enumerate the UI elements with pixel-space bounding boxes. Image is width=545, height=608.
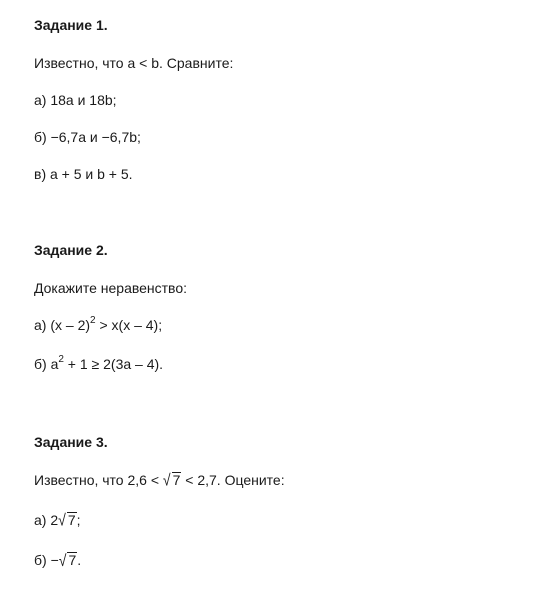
task3-item-b bbox=[34, 551, 81, 569]
task2-item-a-base: а) (x – 2) bbox=[34, 317, 91, 333]
task3-title: Задание 3. bbox=[34, 434, 108, 450]
task3-intro-start: Известно, что 2,6 < bbox=[34, 472, 163, 488]
task2-item-b-rest: + 1 ≥ 2(3a – 4). bbox=[63, 356, 164, 372]
radicand: 7 bbox=[68, 552, 77, 568]
task3-item-b-end: . bbox=[77, 552, 82, 568]
task1-intro: Известно, что a < b. Сравните: bbox=[34, 55, 234, 71]
task3-item-a-end: ; bbox=[76, 512, 81, 528]
radical-sign: √ bbox=[58, 550, 67, 570]
task2-item-b-exponent: 2 bbox=[58, 354, 64, 366]
task3-intro bbox=[34, 471, 285, 489]
task3-item-a-start: а) 2 bbox=[34, 512, 59, 528]
task2-item-a-exponent: 2 bbox=[90, 315, 96, 327]
radical-sign: √ bbox=[162, 470, 171, 490]
task1-item-b: б) −6,7a и −6,7b; bbox=[34, 129, 141, 145]
task1-title: Задание 1. bbox=[34, 17, 108, 33]
task3-intro-end: < 2,7. Оцените: bbox=[181, 472, 285, 488]
task2-item-a-rest: > x(x – 4); bbox=[95, 317, 163, 333]
task2-item-b bbox=[34, 355, 163, 373]
task1-item-a: а) 18a и 18b; bbox=[34, 92, 117, 108]
radicand: 7 bbox=[172, 472, 181, 488]
task3-item-b-sqrt bbox=[59, 551, 77, 569]
task3-intro-sqrt bbox=[163, 471, 181, 489]
task2-item-b-base: б) a bbox=[34, 356, 59, 372]
task2-title: Задание 2. bbox=[34, 242, 108, 258]
task2-intro: Докажите неравенство: bbox=[34, 280, 188, 296]
radical-sign: √ bbox=[58, 510, 66, 530]
task2-item-a bbox=[34, 316, 162, 334]
task3-item-b-start: б) − bbox=[34, 552, 59, 568]
radicand: 7 bbox=[67, 512, 76, 528]
task3-item-a bbox=[34, 511, 81, 529]
task1-item-c: в) a + 5 и b + 5. bbox=[34, 166, 133, 182]
task3-item-a-sqrt bbox=[58, 511, 76, 529]
